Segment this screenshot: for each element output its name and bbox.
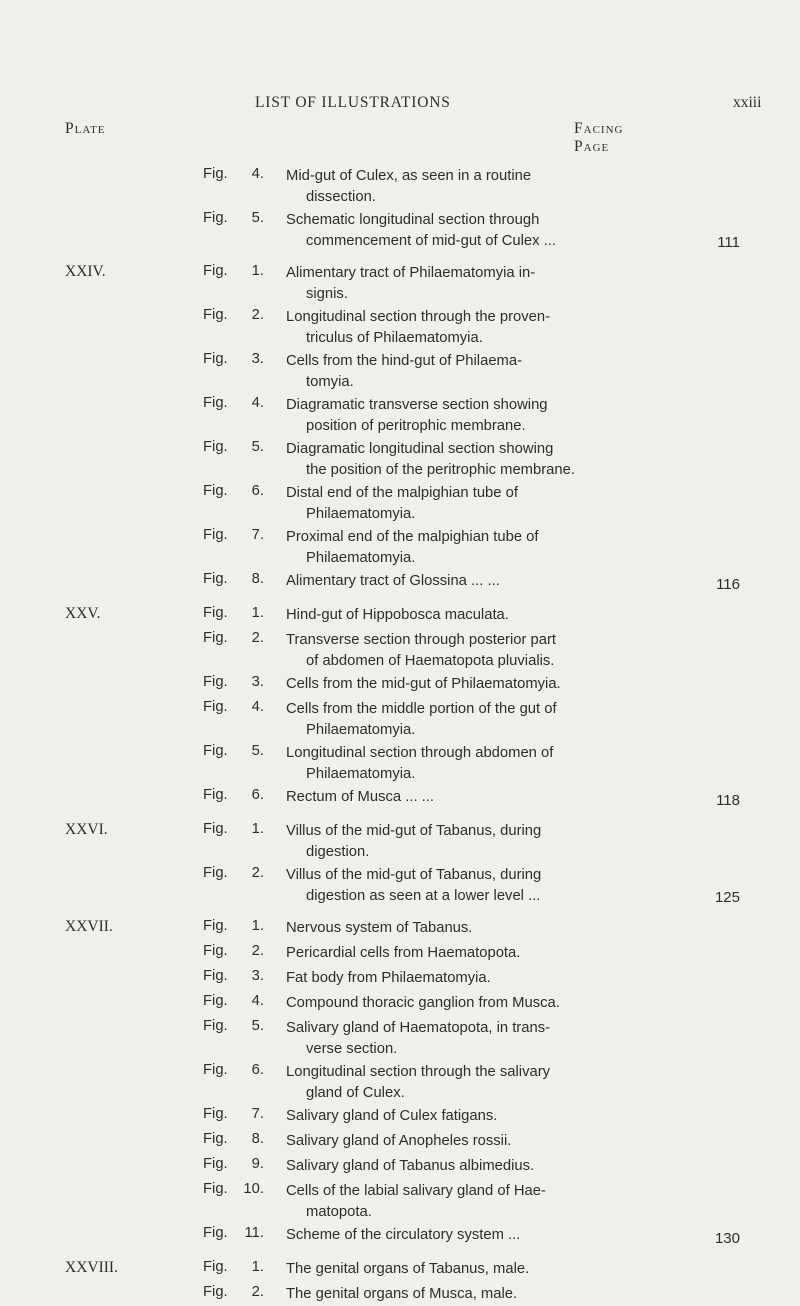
fig-label: Fig. — [203, 993, 228, 1009]
figure-entry — [0, 630, 800, 671]
figure-entry — [0, 943, 800, 965]
description-continuation: verse section. — [306, 1040, 398, 1057]
figure-description — [286, 993, 686, 1014]
figure-number: 5. — [251, 210, 264, 226]
fig-label: Fig. — [203, 1018, 228, 1034]
figure-number: 2. — [251, 943, 264, 959]
figure-number: 11. — [244, 1225, 264, 1241]
fig-label: Fig. — [203, 166, 228, 182]
description-continuation: matopota. — [306, 1203, 372, 1220]
description-line: Salivary gland of Haematopota, in trans- — [286, 1020, 551, 1036]
figure-description — [286, 1131, 686, 1152]
description-line: Scheme of the circulatory system ... — [286, 1227, 521, 1243]
figure-description — [286, 527, 686, 568]
figure-entry — [0, 351, 800, 392]
fig-label: Fig. — [203, 787, 228, 803]
description-line: Compound thoracic ganglion from Musca. — [286, 995, 560, 1011]
plate-group — [0, 821, 800, 906]
figure-number: 8. — [251, 1131, 264, 1147]
figure-description — [286, 787, 686, 808]
fig-label: Fig. — [203, 1259, 228, 1275]
figure-description — [286, 674, 686, 695]
figure-number: 2. — [251, 630, 264, 646]
description-line: Schematic longitudinal section through — [286, 212, 540, 228]
facing-page-number: 118 — [716, 792, 740, 809]
description-line: Cells from the hind-gut of Philaema- — [286, 353, 523, 369]
figure-number: 7. — [251, 1106, 264, 1122]
description-continuation: signis. — [306, 285, 348, 302]
description-continuation: dissection. — [306, 188, 376, 205]
description-line: Hind-gut of Hippobosca maculata. — [286, 607, 509, 623]
figure-number: 3. — [251, 351, 264, 367]
fig-label: Fig. — [203, 1062, 228, 1078]
figure-entry — [0, 968, 800, 990]
figure-number: 1. — [251, 605, 264, 621]
plate-group — [0, 263, 800, 593]
plate-group — [0, 1259, 800, 1306]
description-line: Cells from the mid-gut of Philaematomyia. — [286, 676, 561, 692]
figure-description — [286, 1259, 686, 1280]
figure-description — [286, 699, 686, 740]
figure-number: 4. — [251, 699, 264, 715]
fig-label: Fig. — [203, 821, 228, 837]
figure-description — [286, 1284, 686, 1305]
facing-page-column-heading: Facing Page — [574, 120, 624, 155]
figure-description — [286, 943, 686, 964]
figure-number: 10. — [243, 1181, 264, 1197]
figure-entry — [0, 1181, 800, 1222]
fig-label: Fig. — [203, 527, 228, 543]
plate-number: XXVII. — [65, 918, 113, 935]
description-line: The genital organs of Musca, male. — [286, 1286, 518, 1302]
description-line: Alimentary tract of Philaematomyia in- — [286, 265, 536, 281]
plate-number: XXVIII. — [65, 1259, 118, 1276]
plate-number: XXIV. — [65, 263, 106, 280]
figure-number: 3. — [251, 674, 264, 690]
description-line: Villus of the mid-gut of Tabanus, during — [286, 867, 542, 883]
page-number: xxiii — [733, 94, 762, 111]
description-continuation: of abdomen of Haematopota pluvialis. — [306, 652, 555, 669]
facing-page-number: 125 — [714, 889, 740, 906]
figure-description — [286, 1018, 686, 1059]
figure-description — [286, 166, 686, 207]
figure-description — [286, 571, 686, 592]
figure-number: 8. — [251, 571, 264, 587]
figure-entry — [0, 210, 800, 251]
fig-label: Fig. — [203, 1156, 228, 1172]
description-line: Proximal end of the malpighian tube of — [286, 529, 539, 545]
figure-entry — [0, 674, 800, 696]
running-title: LIST OF ILLUSTRATIONS — [255, 94, 451, 111]
figure-entry — [0, 993, 800, 1015]
description-line: Distal end of the malpighian tube of — [286, 485, 518, 501]
figure-number: 6. — [251, 1062, 264, 1078]
figure-description — [286, 1156, 686, 1177]
figure-description — [286, 630, 686, 671]
fig-label: Fig. — [203, 674, 228, 690]
description-line: Diagramatic longitudinal section showing — [286, 441, 554, 457]
fig-label: Fig. — [203, 1225, 228, 1241]
description-line: Salivary gland of Culex fatigans. — [286, 1108, 498, 1124]
description-line: Salivary gland of Tabanus albimedius. — [286, 1158, 535, 1174]
figure-entry — [0, 605, 800, 627]
description-continuation: Philaematomyia. — [306, 549, 416, 566]
description-line: Longitudinal section through the proven- — [286, 309, 551, 325]
figure-entry — [0, 787, 800, 809]
figure-description — [286, 1062, 686, 1103]
figure-entry — [0, 263, 800, 304]
description-line: Nervous system of Tabanus. — [286, 920, 473, 936]
figure-description — [286, 1181, 686, 1222]
figure-number: 5. — [251, 743, 264, 759]
fig-label: Fig. — [203, 263, 228, 279]
fig-label: Fig. — [203, 699, 228, 715]
figure-entry — [0, 439, 800, 480]
description-line: Mid-gut of Culex, as seen in a routine — [286, 168, 532, 184]
figure-number: 4. — [251, 395, 264, 411]
fig-label: Fig. — [203, 307, 228, 323]
fig-label: Fig. — [203, 968, 228, 984]
figure-description — [286, 351, 686, 392]
fig-label: Fig. — [203, 605, 228, 621]
figure-entry — [0, 1062, 800, 1103]
description-continuation: position of peritrophic membrane. — [306, 417, 526, 434]
description-line: Rectum of Musca ... ... — [286, 789, 435, 805]
figure-description — [286, 263, 686, 304]
plate-group — [0, 605, 800, 809]
description-continuation: digestion as seen at a lower level ... — [306, 887, 541, 904]
fig-label: Fig. — [203, 1181, 228, 1197]
facing-page-number: 111 — [717, 234, 740, 251]
figure-number: 5. — [251, 1018, 264, 1034]
figure-number: 5. — [251, 439, 264, 455]
fig-label: Fig. — [203, 210, 228, 226]
description-continuation: commencement of mid-gut of Culex ... — [306, 232, 557, 249]
fig-label: Fig. — [203, 630, 228, 646]
description-continuation: Philaematomyia. — [306, 765, 416, 782]
figure-entry — [0, 821, 800, 862]
figure-entry — [0, 1018, 800, 1059]
figure-description — [286, 307, 686, 348]
figure-entry — [0, 395, 800, 436]
figure-entry — [0, 743, 800, 784]
figure-number: 6. — [251, 787, 264, 803]
facing-page-number: 130 — [714, 1230, 740, 1247]
facing-page-number: 116 — [716, 576, 740, 593]
figure-number: 6. — [251, 483, 264, 499]
fig-label: Fig. — [203, 743, 228, 759]
figure-entry — [0, 483, 800, 524]
figure-entry — [0, 1225, 800, 1247]
description-line: Longitudinal section through abdomen of — [286, 745, 554, 761]
figure-entry — [0, 918, 800, 940]
figure-description — [286, 918, 686, 939]
plate-group — [0, 166, 800, 251]
figure-entry — [0, 865, 800, 906]
figure-number: 1. — [251, 821, 264, 837]
plate-number: XXVI. — [65, 821, 108, 838]
figure-number: 1. — [251, 1259, 264, 1275]
figure-entry — [0, 1131, 800, 1153]
figure-entry — [0, 1106, 800, 1128]
fig-label: Fig. — [203, 439, 228, 455]
page-header — [0, 94, 800, 118]
figure-description — [286, 865, 686, 906]
figure-number: 1. — [251, 918, 264, 934]
figure-description — [286, 605, 686, 626]
figure-description — [286, 210, 686, 251]
figure-entry — [0, 699, 800, 740]
figure-description — [286, 821, 686, 862]
figure-description — [286, 1106, 686, 1127]
figure-entry — [0, 1156, 800, 1178]
fig-label: Fig. — [203, 1106, 228, 1122]
description-line: Villus of the mid-gut of Tabanus, during — [286, 823, 542, 839]
figure-entry — [0, 571, 800, 593]
fig-label: Fig. — [203, 918, 228, 934]
description-line: Alimentary tract of Glossina ... ... — [286, 573, 500, 589]
figure-description — [286, 483, 686, 524]
description-line: The genital organs of Tabanus, male. — [286, 1261, 530, 1277]
fig-label: Fig. — [203, 351, 228, 367]
description-line: Transverse section through posterior part — [286, 632, 557, 648]
description-line: Pericardial cells from Haematopota. — [286, 945, 521, 961]
fig-label: Fig. — [203, 1131, 228, 1147]
figure-description — [286, 439, 686, 480]
figure-description — [286, 743, 686, 784]
fig-label: Fig. — [203, 483, 228, 499]
figure-number: 4. — [251, 993, 264, 1009]
figure-number: 2. — [251, 307, 264, 323]
figure-number: 3. — [251, 968, 264, 984]
figure-number: 4. — [251, 166, 264, 182]
description-continuation: Philaematomyia. — [306, 505, 416, 522]
plate-column-heading: Plate — [65, 120, 106, 137]
description-line: Diagramatic transverse section showing — [286, 397, 548, 413]
description-continuation: tomyia. — [306, 373, 354, 390]
description-continuation: gland of Culex. — [306, 1084, 405, 1101]
figure-description — [286, 395, 686, 436]
fig-label: Fig. — [203, 395, 228, 411]
fig-label: Fig. — [203, 571, 228, 587]
figure-entry — [0, 166, 800, 207]
description-continuation: the position of the peritrophic membrane. — [306, 461, 575, 478]
plate-number: XXV. — [65, 605, 101, 622]
figure-description — [286, 1225, 686, 1246]
figure-description — [286, 968, 686, 989]
description-continuation: digestion. — [306, 843, 370, 860]
figure-number: 2. — [251, 865, 264, 881]
description-line: Cells of the labial salivary gland of Hae- — [286, 1183, 546, 1199]
illustrations-list — [0, 166, 800, 1306]
fig-label: Fig. — [203, 943, 228, 959]
fig-label: Fig. — [203, 865, 228, 881]
figure-number: 9. — [251, 1156, 264, 1172]
description-line: Longitudinal section through the salivary — [286, 1064, 551, 1080]
figure-entry — [0, 527, 800, 568]
fig-label: Fig. — [203, 1284, 228, 1300]
figure-entry — [0, 1284, 800, 1306]
figure-entry — [0, 307, 800, 348]
description-line: Fat body from Philaematomyia. — [286, 970, 491, 986]
plate-group — [0, 918, 800, 1247]
figure-number: 1. — [251, 263, 264, 279]
figure-entry — [0, 1259, 800, 1281]
description-line: Salivary gland of Anopheles rossii. — [286, 1133, 512, 1149]
figure-number: 2. — [251, 1284, 264, 1300]
description-continuation: triculus of Philaematomyia. — [306, 329, 483, 346]
description-continuation: Philaematomyia. — [306, 721, 416, 738]
description-line: Cells from the middle portion of the gut of — [286, 701, 557, 717]
figure-number: 7. — [251, 527, 264, 543]
